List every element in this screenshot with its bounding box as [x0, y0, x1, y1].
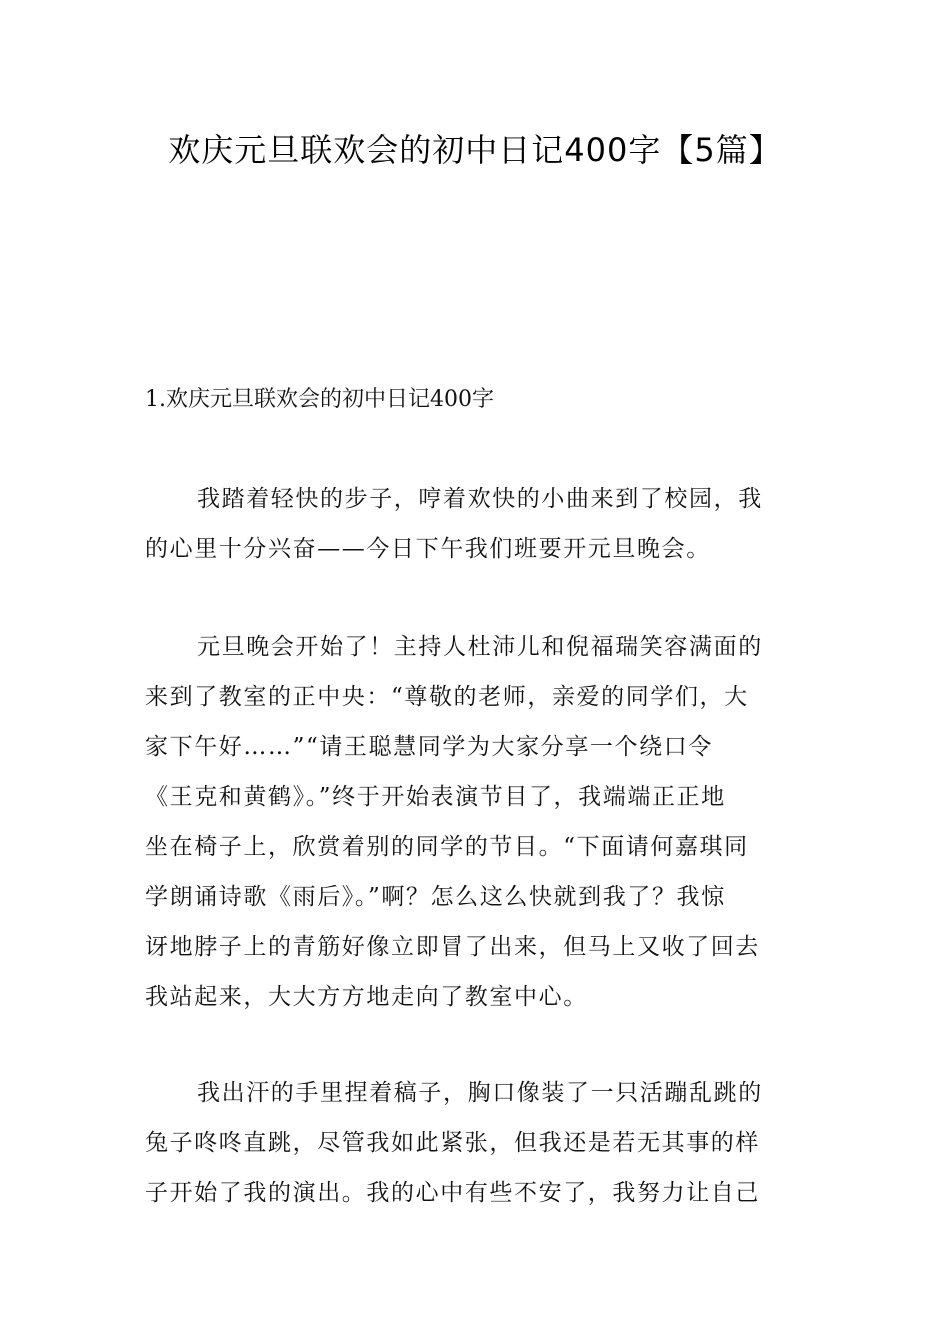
document-title: 欢庆元旦联欢会的初中日记400字【5篇】	[168, 131, 782, 169]
paragraph-line: 讶地脖子上的青筋好像立即冒了出来，但马上又收了回去	[145, 934, 760, 960]
paragraph-line: 我站起来，大大方方地走向了教室中心。	[145, 984, 588, 1010]
section-heading: 1.欢庆元旦联欢会的初中日记400字	[145, 387, 494, 412]
paragraph-2	[145, 622, 807, 1022]
paragraph-line: 坐在椅子上，欣赏着别的同学的节目。“下面请何嘉琪同	[145, 834, 749, 860]
paragraph-line: 《王克和黄鹤》。”终于开始表演节目了，我端端正正地	[145, 784, 726, 810]
paragraph-3	[145, 1068, 807, 1218]
paragraph-line: 的心里十分兴奋——今日下午我们班要开元旦晚会。	[145, 536, 711, 562]
paragraph-line: 学朗诵诗歌《雨后》。”啊？怎么这么快就到我了？我惊	[145, 884, 726, 910]
paragraph-line: 家下午好……”“请王聪慧同学为大家分享一个绕口令	[145, 734, 713, 760]
paragraph-line: 元旦晚会开始了！主持人杜沛儿和倪福瑞笑容满面的	[197, 634, 763, 660]
paragraph-1	[145, 474, 807, 574]
paragraph-line: 子开始了我的演出。我的心中有些不安了，我努力让自己	[145, 1180, 760, 1206]
paragraph-line: 来到了教室的正中央：“尊敬的老师，亲爱的同学们，大	[145, 684, 749, 710]
paragraph-line: 兔子咚咚直跳，尽管我如此紧张，但我还是若无其事的样	[145, 1130, 760, 1156]
paragraph-line: 我踏着轻快的步子，哼着欢快的小曲来到了校园，我	[197, 486, 763, 512]
paragraph-line: 我出汗的手里捏着稿子，胸口像装了一只活蹦乱跳的	[197, 1080, 763, 1106]
